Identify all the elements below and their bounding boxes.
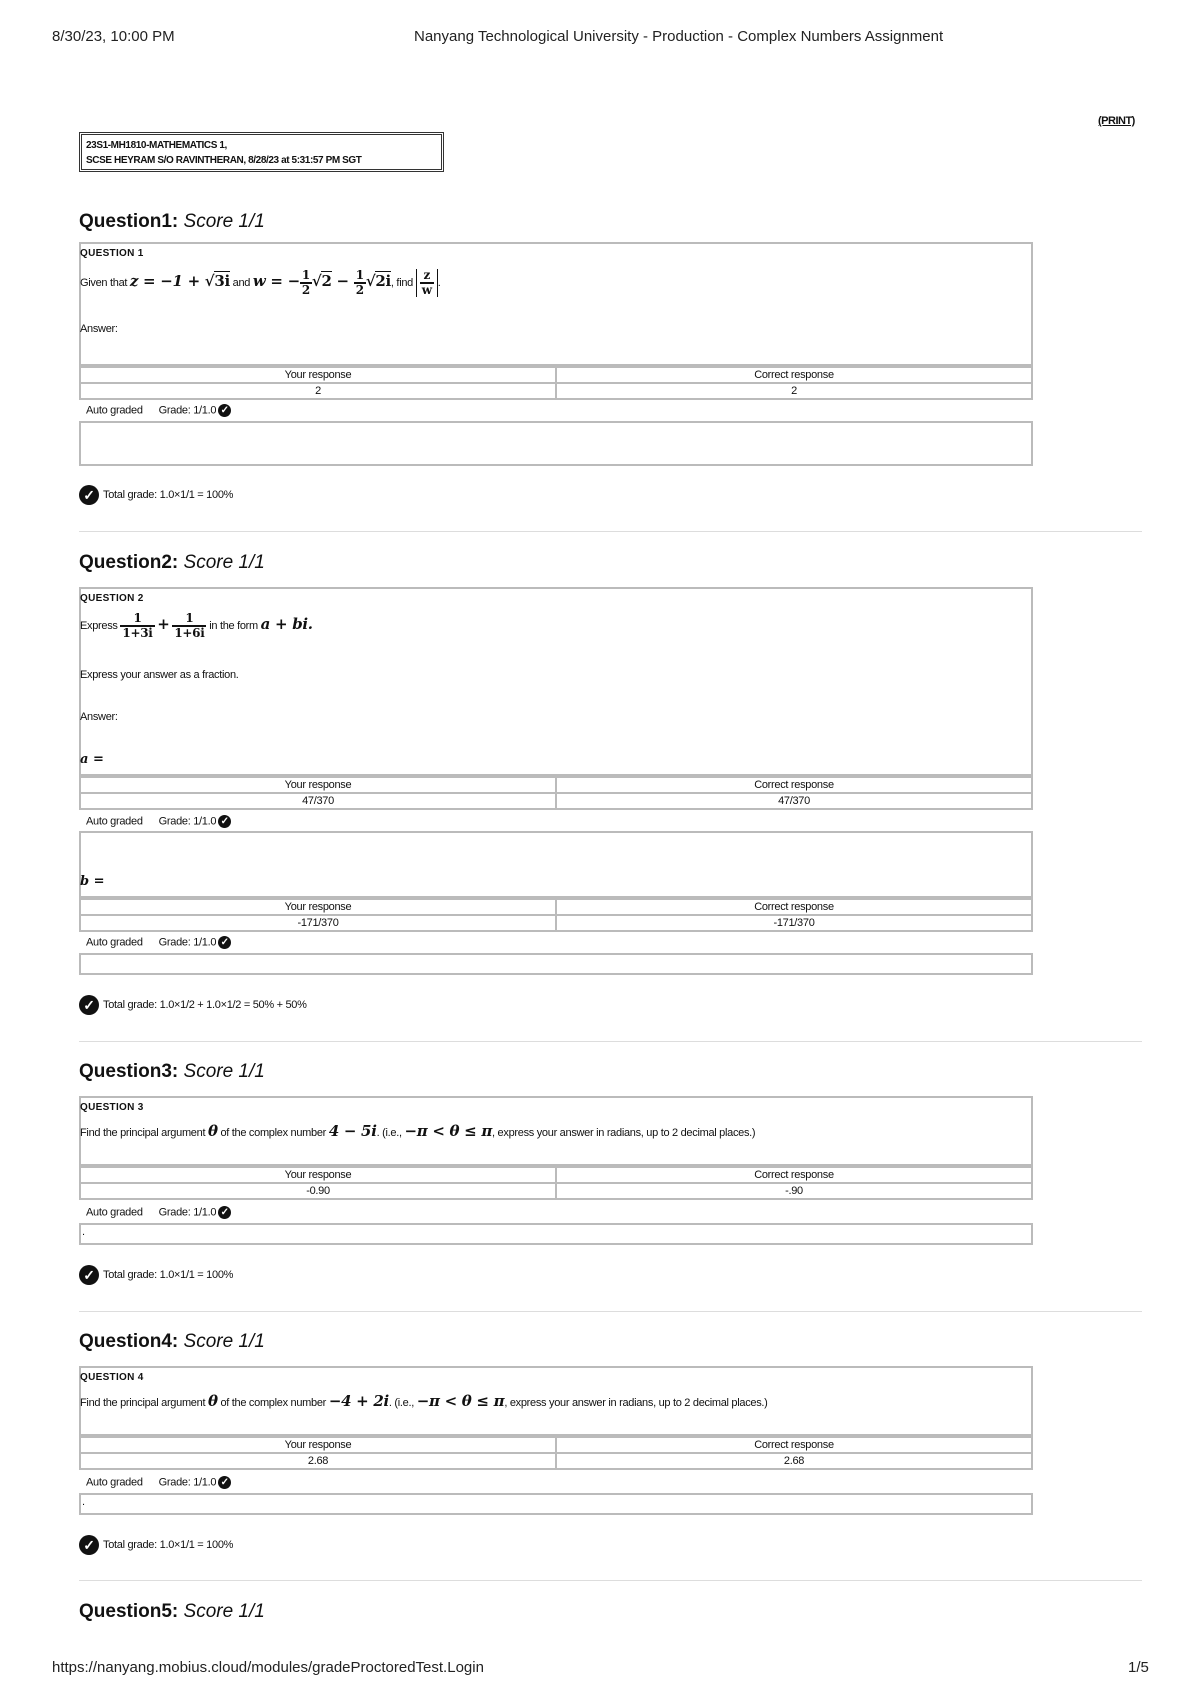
correct-response-value: 47/370 [556,793,1032,809]
absolute-value: $\frac{z}{w}$ [416,269,438,297]
divider [79,1041,1142,1042]
question-2-b-auto-graded: Auto graded Grade: 1/1.0 ✓ [86,936,231,949]
your-response-header: Your response [80,367,556,383]
your-response-value: 47/370 [80,793,556,809]
question-3-heading: Question3: Score 1/1 [79,1061,265,1082]
question-3-total-grade: ✓ Total grade: 1.0×1/1 = 100% [79,1265,233,1285]
question-4-text: Find the principal argument θ of the complex number −4 + 2i. (i.e., −π < θ ≤ π, express your answer in radians, up to 2 decimal places.) [80,1392,768,1410]
question-2-b-box [79,831,1033,898]
print-page-title: Nanyang Technological University - Production - Complex Numbers Assignment [414,28,944,45]
correct-response-value: -171/370 [556,915,1032,931]
check-circle-icon: ✓ [79,485,99,505]
question-2-heading: Question2: Score 1/1 [79,552,265,573]
fraction-half: $\frac{1}{2}$ [301,268,310,297]
question-1-response-table [79,366,1033,400]
check-icon: ✓ [218,1476,231,1489]
question-1-box [79,242,1033,366]
divider [79,1580,1142,1581]
divider [79,531,1142,532]
question-2-feedback-box [79,953,1033,975]
your-response-value: 2 [80,383,556,399]
question-5-score: Score 1/1 [183,1601,265,1622]
check-icon: ✓ [218,815,231,828]
question-5-heading: Question5: Score 1/1 [79,1601,265,1622]
correct-response-value: 2.68 [556,1453,1032,1469]
correct-response-value: -.90 [556,1183,1032,1199]
question-2-a-response-table: Your response Correct response 47/370 47/370 [79,776,1033,810]
question-4-feedback-box [79,1493,1033,1515]
check-circle-icon: ✓ [79,1265,99,1285]
print-datetime: 8/30/23, 10:00 PM [52,28,175,45]
question-1-heading: Question1: Score 1/1 [79,211,265,232]
question-3-label: QUESTION 3 [80,1102,144,1113]
question-1-auto-graded: Auto graded Grade: 1/1.0 ✓ [86,404,231,417]
question-3-text: Find the principal argument θ of the complex number 4 − 5i. (i.e., −π < θ ≤ π, express your answer in radians, up to 2 decimal places.) [80,1122,756,1140]
print-url: https://nanyang.mobius.cloud/modules/gradeProctoredTest.Login [52,1659,484,1676]
divider [79,1311,1142,1312]
question-2-a-auto-graded: Auto graded Grade: 1/1.0 ✓ [86,815,231,828]
question-1-text: Given that z = −1 + √3i and w = − $\frac{1}{2}$ √2 − $\frac{1}{2}$ √2i, find $\frac{z}{w}$ . [80,268,441,297]
question-4-total-grade: ✓ Total grade: 1.0×1/1 = 100% [79,1535,233,1555]
variable-b-label: b = [80,874,105,889]
check-icon: ✓ [218,1206,231,1219]
question-1-label: QUESTION 1 [80,248,144,259]
question-3-feedback-text: . [82,1226,86,1238]
print-link[interactable]: (PRINT) [1098,115,1135,127]
print-page-number: 1/5 [1128,1659,1149,1676]
variable-a-label: a = [80,752,104,767]
question-3-auto-graded: Auto graded Grade: 1/1.0 ✓ [86,1206,231,1219]
question-3-response-table: Your response Correct response -0.90 -.90 [79,1166,1033,1200]
question-2-answer-label: Answer: [80,711,118,723]
correct-response-value: 2 [556,383,1032,399]
check-icon: ✓ [218,936,231,949]
question-2-instruction: Express your answer as a fraction. [80,669,239,681]
question-3-feedback-box [79,1223,1033,1245]
question-1-total-grade: ✓ Total grade: 1.0×1/1 = 100% [79,485,233,505]
question-2-score: Score 1/1 [183,552,265,573]
question-2-label: QUESTION 2 [80,593,144,604]
question-4-auto-graded: Auto graded Grade: 1/1.0 ✓ [86,1476,231,1489]
question-1-score: Score 1/1 [183,211,265,232]
question-4-score: Score 1/1 [183,1331,265,1352]
check-circle-icon: ✓ [79,1535,99,1555]
your-response-value: -171/370 [80,915,556,931]
question-2-b-response-table: Your response Correct response -171/370 -171/370 [79,898,1033,932]
question-4-response-table: Your response Correct response 2.68 2.68 [79,1436,1033,1470]
question-2-text: Express $\frac{1}{1+3i}$ + $\frac{1}{1+6i}$ in the form a + bi. [80,611,313,640]
question-1-feedback-box [79,421,1033,466]
question-4-heading: Question4: Score 1/1 [79,1331,265,1352]
check-icon: ✓ [218,404,231,417]
check-circle-icon: ✓ [79,995,99,1015]
course-info-box [79,132,444,172]
your-response-value: 2.68 [80,1453,556,1469]
your-response-value: -0.90 [80,1183,556,1199]
correct-response-header: Correct response [556,367,1032,383]
course-info-line2: SCSE HEYRAM S/O RAVINTHERAN, 8/28/23 at 5:31:57 PM SGT [86,155,362,166]
question-3-score: Score 1/1 [183,1061,265,1082]
question-2-total-grade: ✓ Total grade: 1.0×1/2 + 1.0×1/2 = 50% + 50% [79,995,307,1015]
course-info-line1: 23S1-MH1810-MATHEMATICS 1, [86,140,227,151]
question-4-label: QUESTION 4 [80,1372,144,1383]
question-4-feedback-text: . [82,1496,86,1508]
question-1-answer-label: Answer: [80,323,118,335]
